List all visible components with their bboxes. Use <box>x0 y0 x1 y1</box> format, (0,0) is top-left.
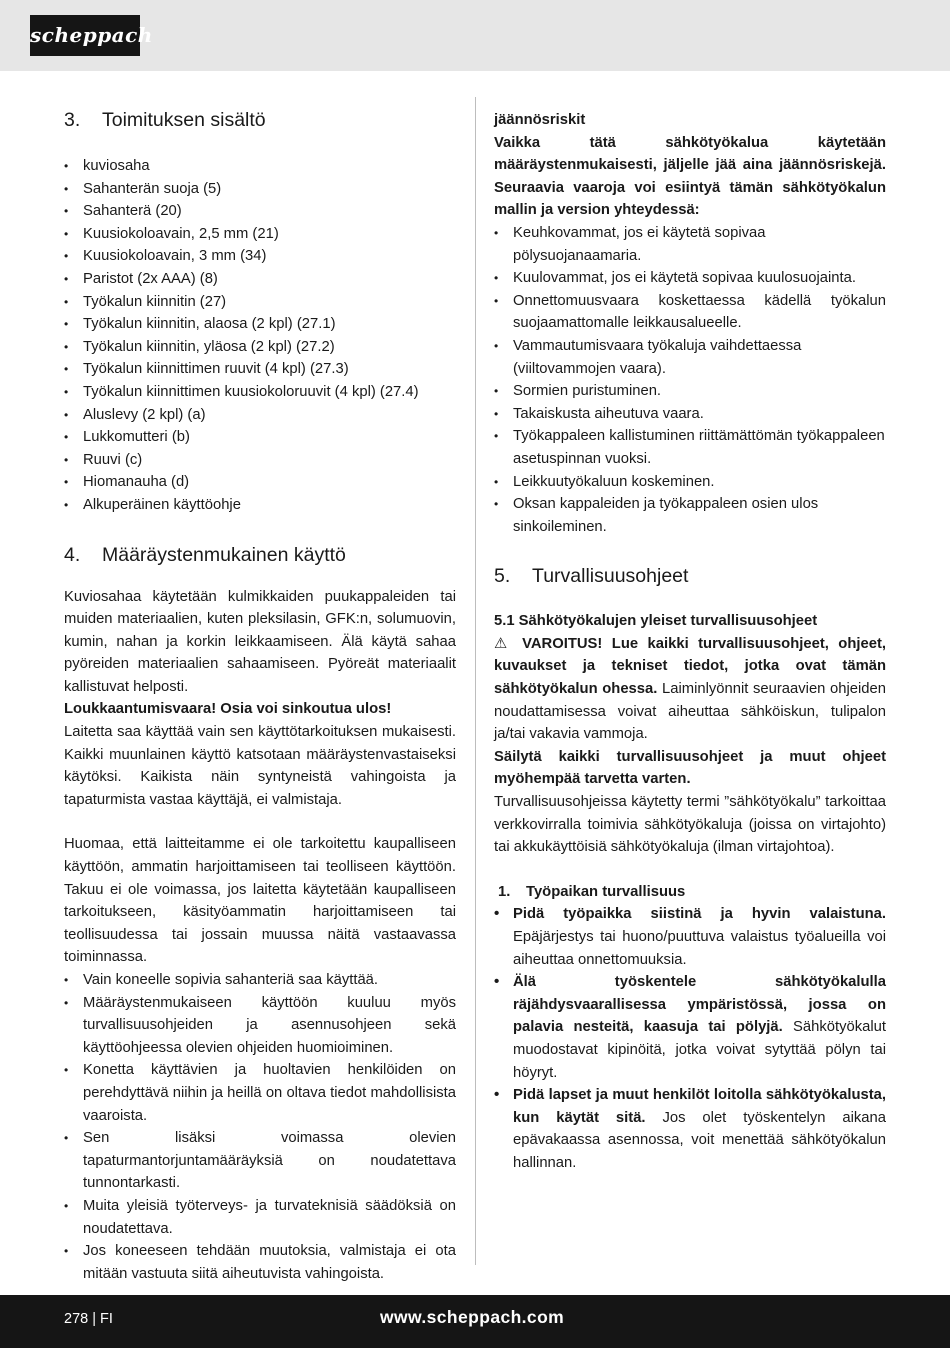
list-item <box>494 903 886 971</box>
list-item: • Jos koneeseen tehdään muutoksia, valmistaja ei ota mitään vastuuta siitä aiheutuvista vahingoista. <box>64 1240 456 1285</box>
term-definition-paragraph: Turvallisuusohjeissa käytetty termi ”sähkötyökalu” tarkoittaa verkkovirralla toimivia sähkötyökaluja (joissa on virtajohto) tai akkukäyttöisiä sähkötyökaluja (ilman virtajohtoa). <box>494 794 886 856</box>
list-item: • Työkalun kiinnittimen ruuvit (4 kpl) (27.3) <box>64 358 456 381</box>
warning-text: Laiminlyönnit seuraavien ohjeiden noudattamisessa voivat aiheuttaa sähköiskun, tulipalon ja/tai vakavia vammoja. <box>494 681 886 743</box>
left-column <box>64 100 456 1285</box>
list-item: • Lukkomutteri (b) <box>64 426 456 449</box>
section-title: Turvallisuusohjeet <box>532 565 689 588</box>
list-item: • Takaiskusta aiheutuva vaara. <box>494 403 886 426</box>
workplace-safety-list <box>494 903 886 1174</box>
right-column <box>494 109 886 1175</box>
list-item: • Aluslevy (2 kpl) (a) <box>64 404 456 427</box>
warning-icon: ⚠ <box>494 635 513 652</box>
paragraph-text: Laitetta saa käyttää vain sen käyttötarkoituksen mukaisesti. Kaikki muunlainen käyttö katsotaan määräystenvastaiseksi käytöksi. Kaikista näin syntyneistä vahingoista ja tapaturmista vastaa käyttäjä, ei valmistaja. <box>64 724 456 808</box>
list-item: • Alkuperäinen käyttöohje <box>64 494 456 517</box>
page-header <box>0 0 950 71</box>
list-item: • Sahanterän suoja (5) <box>64 178 456 201</box>
list-item: • Muita yleisiä työterveys- ja turvateknisiä säädöksiä on noudatettava. <box>64 1195 456 1240</box>
injury-warning: Loukkaantumisvaara! Osia voi sinkoutua ulos! <box>64 701 392 718</box>
list-item: • Työkalun kiinnitin, alaosa (2 kpl) (27.1) <box>64 313 456 336</box>
list-item: • Sahanterä (20) <box>64 200 456 223</box>
list-item: • Konetta käyttävien ja huoltavien henkilöiden on perehdyttävä niihin ja heillä on oltava tiedot mahdollisista vaaroista. <box>64 1059 456 1127</box>
item-text: Epäjärjestys tai huono/puuttuva valaistus työalueilla voi aiheuttaa onnettomuuksia. <box>513 929 886 968</box>
paragraph-text: Kuviosahaa käytetään kulmikkaiden puukappaleiden tai muiden materiaalien, kuten pleksilasin, GFK:n, solumuovin, kumin, nahan ja korkin leikkaamiseen. Älä käytä sahaa pyöreiden materiaalien sahaamiseen. Pyöreät materiaalit kallistuvat helposti. <box>64 588 456 695</box>
subsection-number: 1. <box>498 883 511 900</box>
list-item: • Sen lisäksi voimassa olevien tapaturmantorjuntamääräyksiä on noudatettava tunnontarkasti. <box>64 1127 456 1195</box>
section-3-heading <box>64 102 456 138</box>
list-item: • Työkalun kiinnittimen kuusiokoloruuvit (4 kpl) (27.4) <box>64 381 456 404</box>
list-item: • Kuulovammat, jos ei käytetä sopivaa kuulosuojainta. <box>494 267 886 290</box>
website-link[interactable]: www.scheppach.com <box>380 1307 565 1327</box>
section-5-heading <box>494 558 886 594</box>
subsection-title: Työpaikan turvallisuus <box>526 883 686 900</box>
list-item: • kuviosaha <box>64 155 456 178</box>
section-number: 4. <box>64 543 81 566</box>
residual-risks-list <box>494 222 886 538</box>
section-4-heading <box>64 537 456 573</box>
item-bold-text: Älä työskentele sähkötyökalulla räjähdysvaarallisessa ympäristössä, jossa on palavia nesteitä, kaasuja tai pölyjä. <box>513 974 886 1036</box>
residual-risks-title: jäännösriskit <box>494 112 586 128</box>
list-item: • Sormien puristuminen. <box>494 380 886 403</box>
list-item: • Leikkuutyökaluun koskeminen. <box>494 471 886 494</box>
section-title: Määräystenmukainen käyttö <box>102 543 346 566</box>
residual-risks-intro: Vaikka tätä sähkötyökalua käytetään määräystenmukaisesti, jäljelle jää aina jäännösriskejä. Seuraavia vaaroja voi esiintyä tämän sähkötyökalun mallin ja version yhteydessä: <box>494 134 886 219</box>
warning-bold-text: VAROITUS! Lue kaikki turvallisuusohjeet, ohjeet, kuvaukset ja tekniset tiedot, jotka ovat tämän sähkötyökalun ohessa. <box>494 635 886 698</box>
section-number: 5. <box>494 565 511 588</box>
list-item: • Työkalun kiinnitin (27) <box>64 291 456 314</box>
intended-use-list <box>64 969 456 1285</box>
section-title: Toimituksen sisältö <box>102 109 266 131</box>
item-text: Sähkötyökalut muodostavat kipinöitä, jotka voivat sytyttää pölyn tai höyryt. <box>513 1019 886 1081</box>
list-item: • Hiomanauha (d) <box>64 471 456 494</box>
list-item: • Kuusiokoloavain, 2,5 mm (21) <box>64 223 456 246</box>
list-item: • Työkalun kiinnitin, yläosa (2 kpl) (27.2) <box>64 336 456 359</box>
list-item: • Kuusiokoloavain, 3 mm (34) <box>64 245 456 268</box>
page-footer <box>0 1295 950 1348</box>
list-item: • Työkappaleen kallistuminen riittämättömän työkappaleen asetuspinnan vuoksi. <box>494 425 886 470</box>
item-bold-text: Pidä lapset ja muut henkilöt loitolla sähkötyökalusta, kun käytät sitä. <box>513 1087 886 1126</box>
list-item: • Paristot (2x AAA) (8) <box>64 268 456 291</box>
list-item <box>494 971 886 1084</box>
list-item: • Ruuvi (c) <box>64 449 456 472</box>
intended-use-paragraph <box>64 586 456 812</box>
list-item: • Vammautumisvaara työkaluja vaihdettaessa (viiltovammojen vaara). <box>494 335 886 380</box>
list-item: • Vain koneelle sopivia sahanteriä saa käyttää. <box>64 969 456 992</box>
commercial-use-paragraph: Huomaa, että laitteitamme ei ole tarkoitettu kaupalliseen käyttöön, ammatin harjoittamiseen tai teolliseen käyttöön. Takuu ei ole voimassa, jos laitetta käytetään kaupalliseen tarkoitukseen, käsityöammatin harjoittamiseen tai teollisuudessa tai jossain muussa näitä vastaavassa toiminnassa. <box>64 836 456 966</box>
list-item <box>494 1084 886 1174</box>
column-divider <box>475 97 476 1265</box>
list-item: • Onnettomuusvaara koskettaessa kädellä työkalun suojaamattomalle leikkausalueelle. <box>494 290 886 335</box>
page-number: 278 | FI <box>64 1311 113 1327</box>
subsection-5-1-title: 5.1 Sähkötyökalujen yleiset turvallisuusohjeet <box>494 613 818 630</box>
item-text: Jos olet työskentelyn aikana epävakaassa asennossa, voit menettää sähkötyökalun hallinnan. <box>513 1109 886 1171</box>
workplace-safety-title <box>494 881 886 904</box>
list-item: • Määräystenmukaiseen käyttöön kuuluu myös turvallisuusohjeiden ja asennusohjeen sekä käyttöohjeessa olevien ohjeiden huomioiminen. <box>64 992 456 1060</box>
delivery-contents-list <box>64 155 456 517</box>
list-item: • Oksan kappaleiden ja työkappaleen osien ulos sinkoileminen. <box>494 493 886 538</box>
keep-instructions-text: Säilytä kaikki turvallisuusohjeet ja muut ohjeet myöhempää tarvetta varten. <box>494 748 886 788</box>
warning-paragraph <box>494 633 886 746</box>
item-bold-text: Pidä työpaikka siistinä ja hyvin valaistuna. <box>513 906 886 923</box>
scheppach-logo: scheppach <box>30 15 140 56</box>
section-number: 3. <box>64 109 81 131</box>
list-item: • Keuhkovammat, jos ei käytetä sopivaa pölysuojanaamaria. <box>494 222 886 267</box>
